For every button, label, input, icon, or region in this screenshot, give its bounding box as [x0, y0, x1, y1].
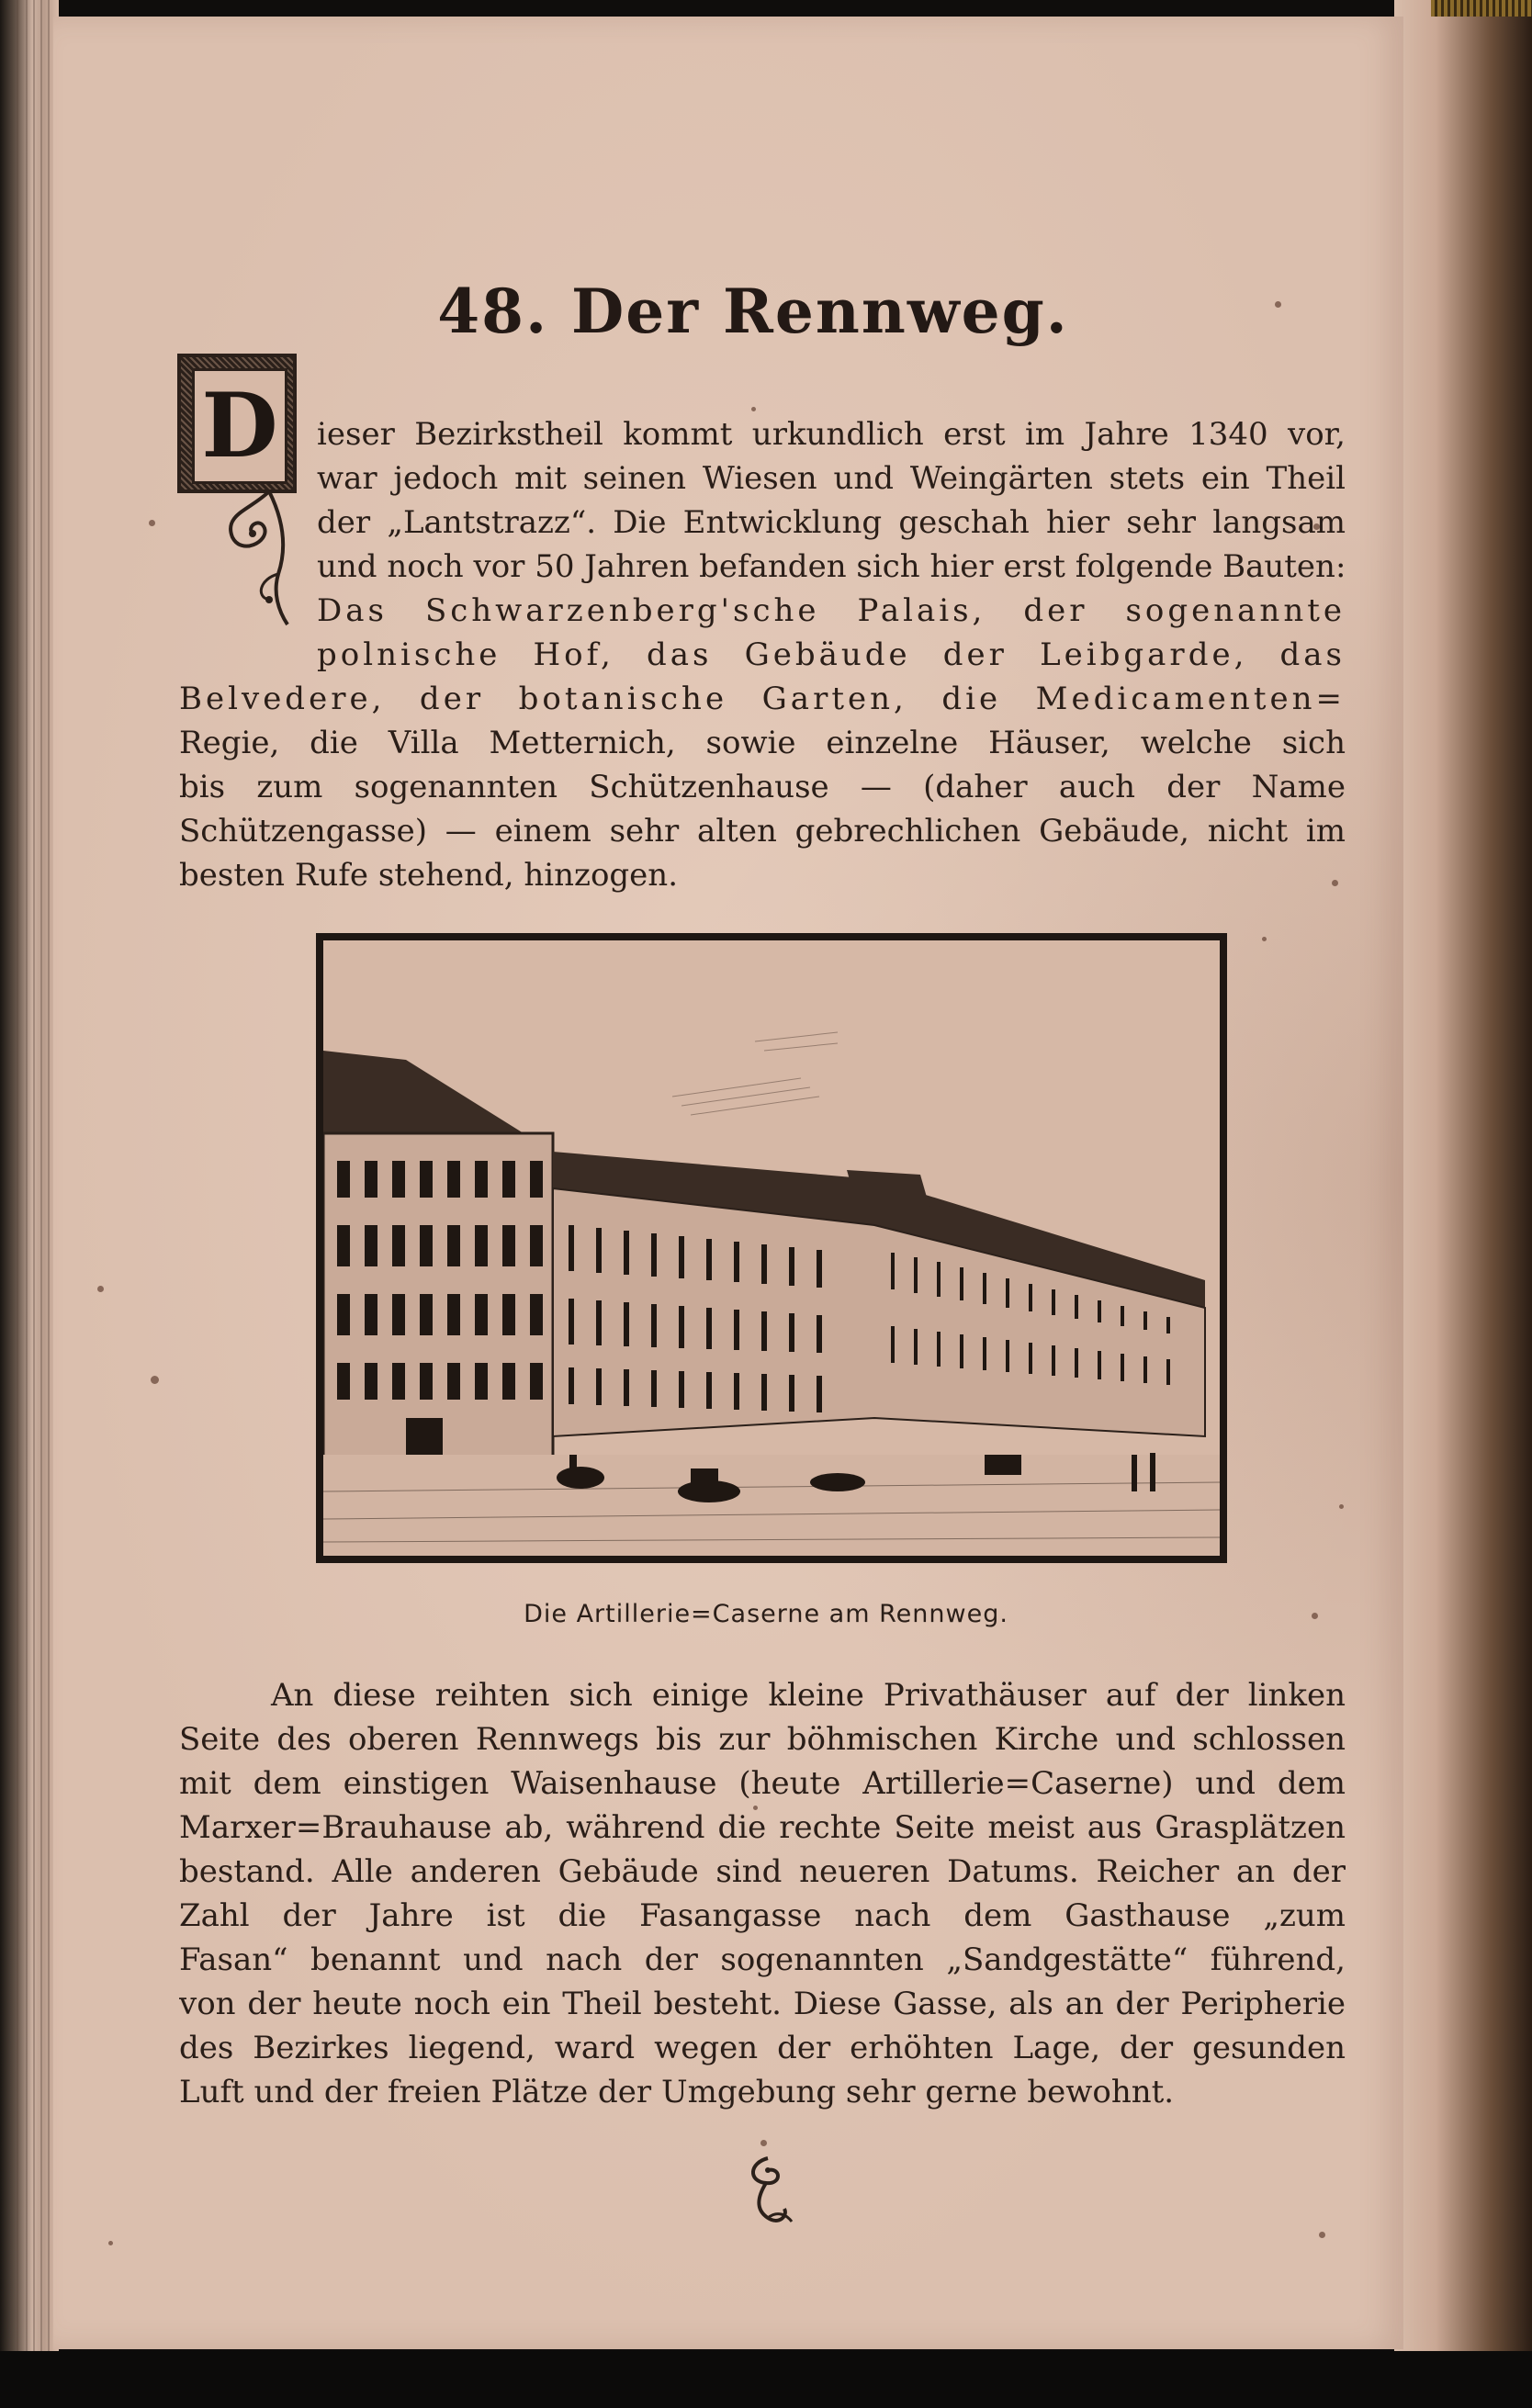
- book-page-edges-left: [0, 0, 59, 2408]
- text-line: polnische Hof, das Gebäude der Leibgarde, das: [317, 636, 1346, 673]
- text-line: Das Schwarzenberg'sche Palais, der sogenannte: [317, 592, 1346, 629]
- chapter-title: Der Rennweg.: [571, 276, 1069, 347]
- text-line: Belvedere, der botanische Garten, die Medicamenten=: [179, 681, 1346, 717]
- paragraph-1-full: [179, 677, 1346, 897]
- drop-cap-frame: [177, 354, 297, 493]
- text-line: besten Rufe stehend, hinzogen.: [179, 857, 679, 894]
- illustration-caption: Die Artillerie=Caserne am Rennweg.: [524, 1600, 1008, 1628]
- text-line: bis zum sogenannten Schützenhause — (daher auch der Name: [179, 769, 1346, 805]
- chapter-number: 48.: [437, 276, 549, 347]
- drop-cap-panel: [192, 368, 287, 484]
- scan-top-border: [0, 0, 1532, 18]
- text-line: war jedoch mit seinen Wiesen und Weingärten stets ein Theil: [317, 460, 1346, 497]
- chapter-heading: [0, 276, 1506, 347]
- paragraph-2: [179, 1673, 1346, 2114]
- text-line: mit dem einstigen Waisenhause (heute Artillerie=Caserne) und dem: [179, 1765, 1346, 1802]
- text-line: Zahl der Jahre ist die Fasangasse nach dem Gasthause „zum: [179, 1897, 1346, 1934]
- barracks-building-engraving-icon: [323, 940, 1220, 1556]
- text-line: des Bezirkes liegend, ward wegen der erhöhten Lage, der gesunden: [179, 2030, 1346, 2066]
- text-line: Schützengasse) — einem sehr alten gebrechlichen Gebäude, nicht im: [179, 813, 1346, 850]
- text-line: ieser Bezirkstheil kommt urkundlich erst im Jahre 1340 vor,: [317, 416, 1346, 453]
- text-line: von der heute noch ein Theil besteht. Diese Gasse, als an der Peripherie: [179, 1986, 1346, 2022]
- engraving-illustration: [316, 933, 1227, 1563]
- text-line: bestand. Alle anderen Gebäude sind neueren Datums. Reicher an der: [179, 1853, 1346, 1890]
- book-spine-edge-right: [1394, 0, 1532, 2408]
- paragraph-1-indented: [317, 412, 1346, 677]
- text-line: An diese reihten sich einige kleine Privathäuser auf der linken: [271, 1677, 1346, 1714]
- tailpiece-ornament-icon: [740, 2154, 795, 2227]
- scan-bottom-border: [0, 2351, 1532, 2408]
- text-line: Regie, die Villa Metternich, sowie einzelne Häuser, welche sich: [179, 725, 1346, 761]
- text-line: Fasan“ benannt und nach der sogenannten „Sandgestätte“ führend,: [179, 1941, 1346, 1978]
- ornamental-drop-cap: [177, 354, 306, 505]
- text-line: und noch vor 50 Jahren befanden sich hier erst folgende Bauten:: [317, 548, 1346, 585]
- text-line: der „Lantstrazz“. Die Entwicklung geschah hier sehr langsam: [317, 504, 1346, 541]
- text-line: Seite des oberen Rennwegs bis zur böhmischen Kirche und schlossen: [179, 1721, 1346, 1758]
- text-line: Marxer=Brauhause ab, während die rechte Seite meist aus Grasplätzen: [179, 1809, 1346, 1846]
- flourish-ornament-icon: [214, 491, 315, 629]
- gilded-edge-corner: [1431, 0, 1532, 17]
- drop-cap-letter: D: [201, 374, 278, 478]
- text-line: Luft und der freien Plätze der Umgebung sehr gerne bewohnt.: [179, 2074, 1175, 2110]
